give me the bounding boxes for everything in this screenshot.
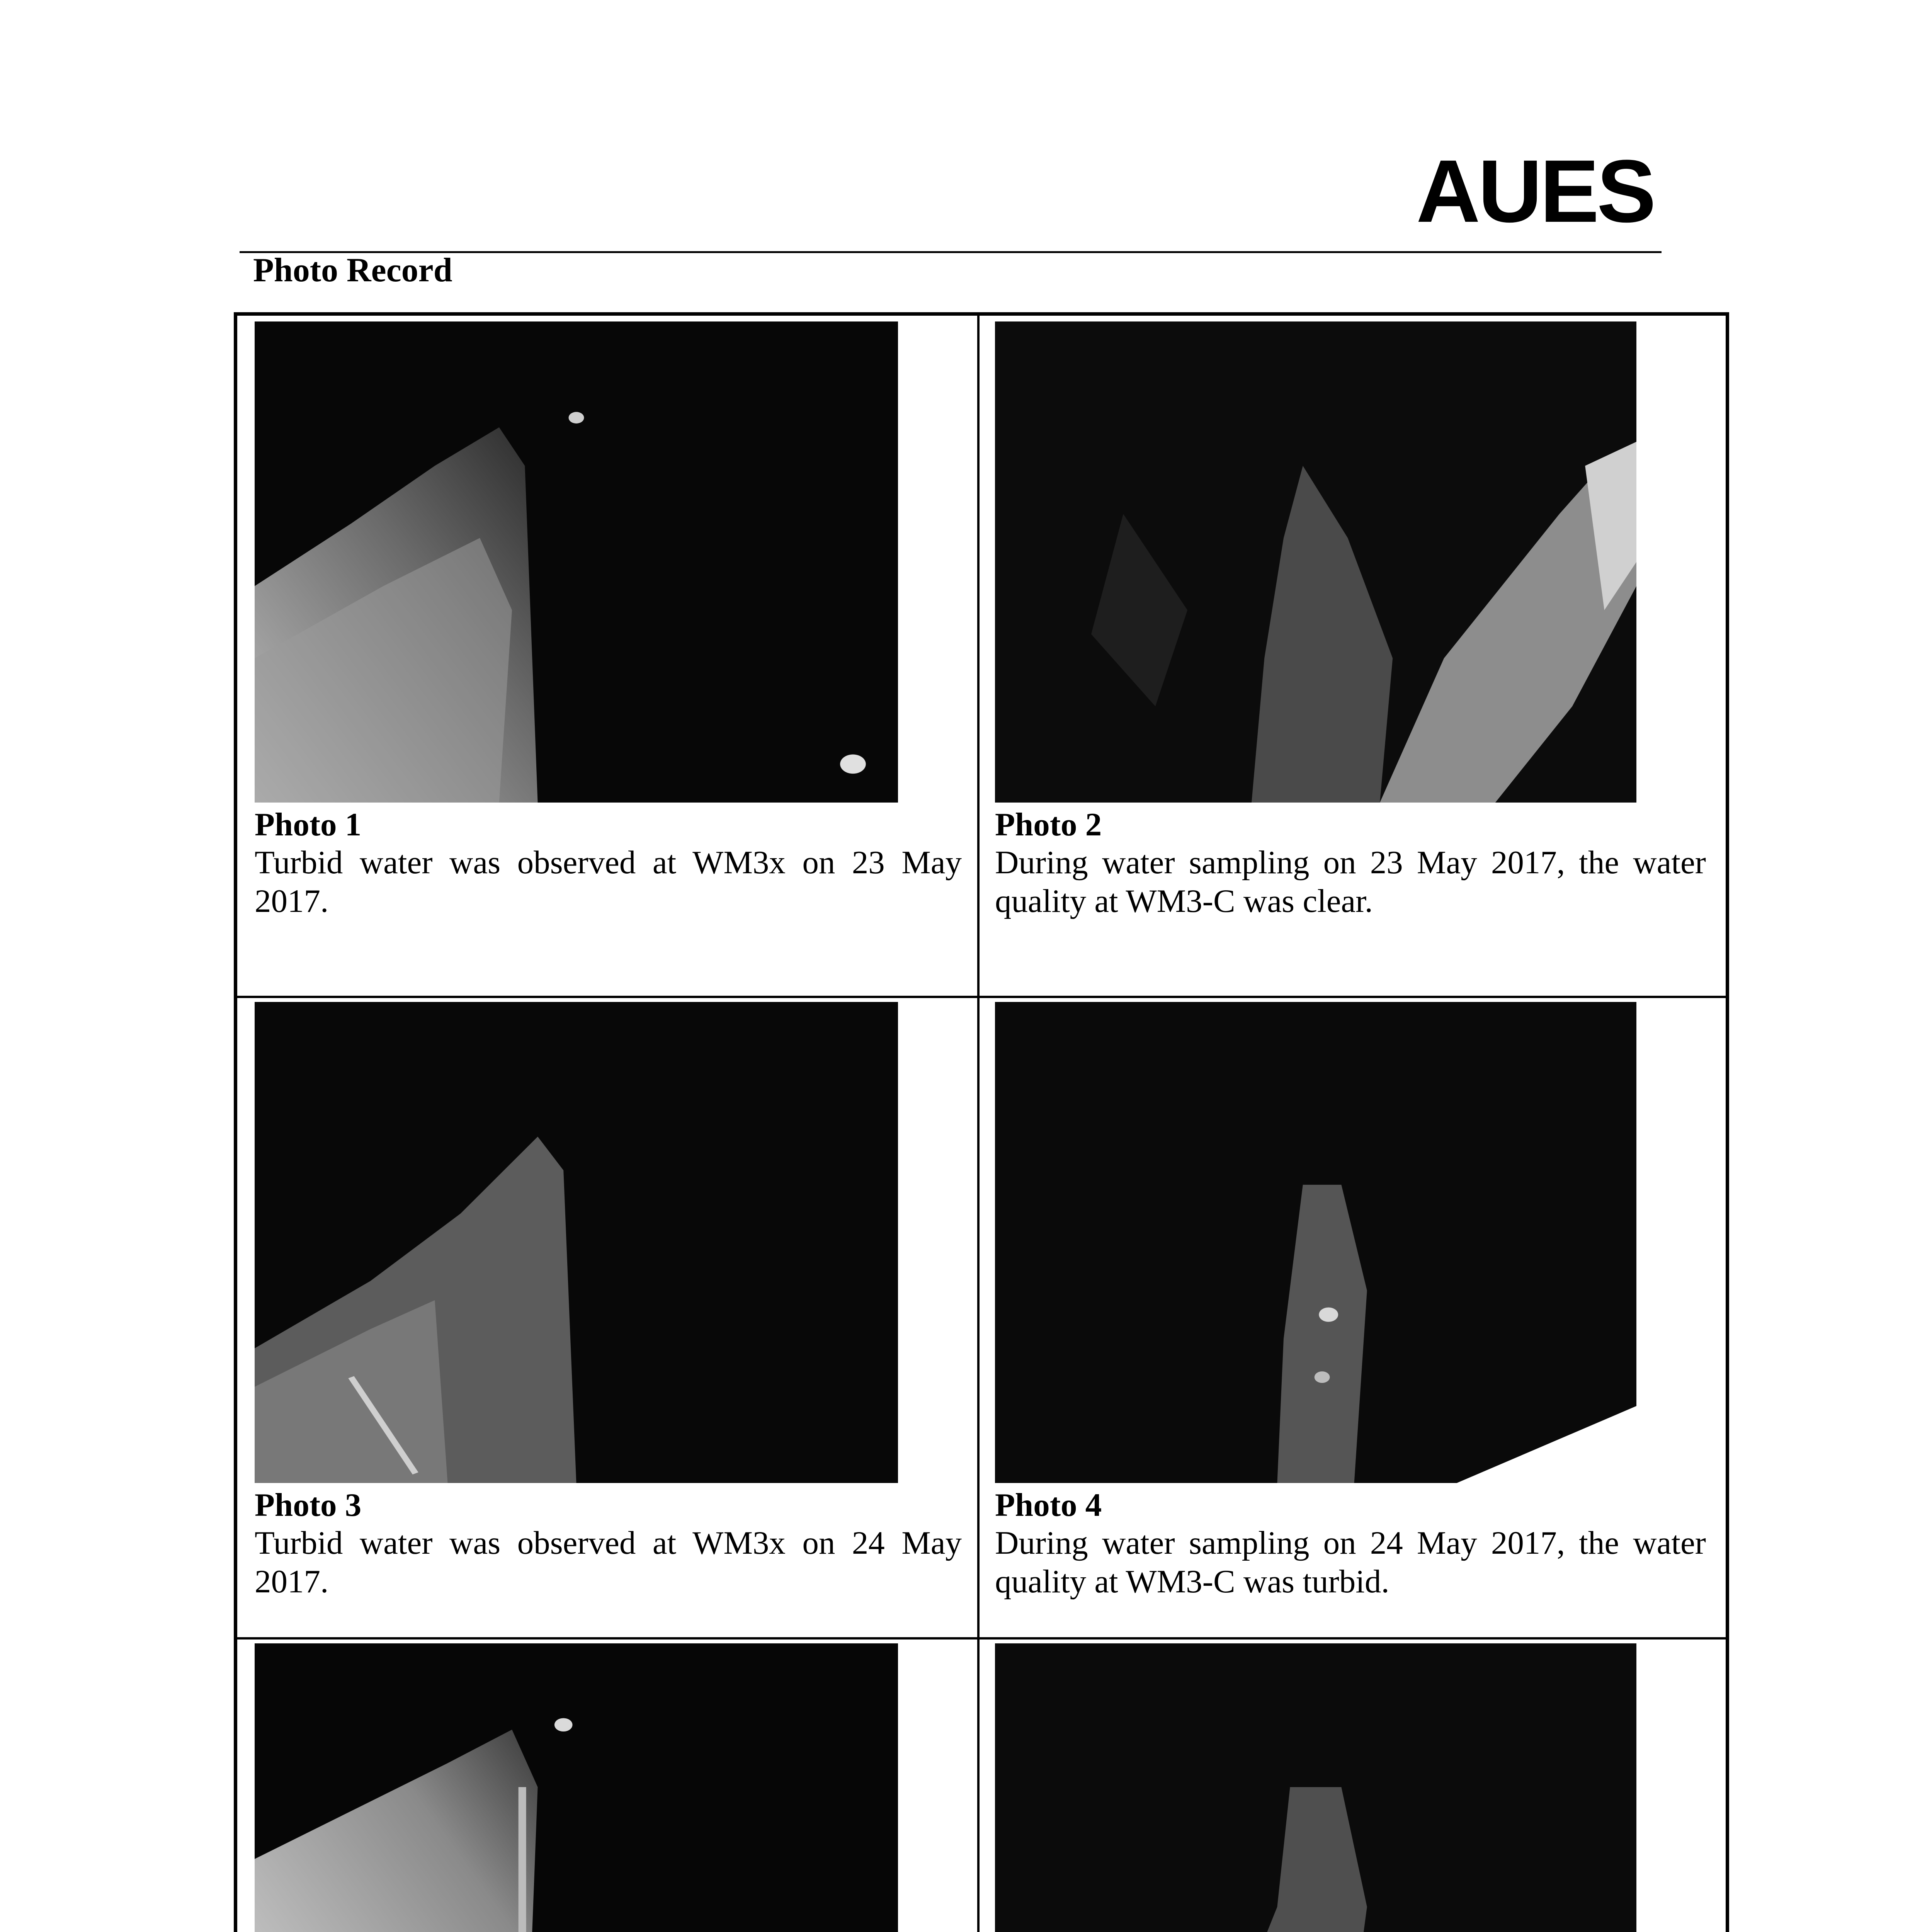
photo-cell-2 xyxy=(980,316,1714,996)
photo-4-image xyxy=(995,1002,1636,1483)
company-logo: AUES xyxy=(1416,141,1654,241)
photo-2-label: Photo 2 xyxy=(995,806,1102,843)
photo-3-label: Photo 3 xyxy=(255,1487,362,1523)
page-title: Photo Record xyxy=(253,252,452,289)
photo-6-image xyxy=(995,1643,1636,1932)
photo-1-caption: Turbid water was observed at WM3x on 23 May 2017. xyxy=(255,844,962,919)
header-rule xyxy=(240,251,1662,253)
photo-4-caption: During water sampling on 24 May 2017, the water quality at WM3-C was turbid. xyxy=(995,1525,1706,1600)
photo-cell-4 xyxy=(980,998,1714,1637)
photo-3-image xyxy=(255,1002,898,1483)
photo-table xyxy=(234,312,1729,1932)
photo-1-image xyxy=(255,321,898,803)
photo-2-image xyxy=(995,321,1636,803)
photo-cell-1 xyxy=(237,316,971,996)
photo-5-image xyxy=(255,1643,898,1932)
photo-cell-6 xyxy=(980,1639,1714,1932)
photo-1-label: Photo 1 xyxy=(255,806,362,843)
photo-3-caption: Turbid water was observed at WM3x on 24 May 2017. xyxy=(255,1525,962,1600)
photo-cell-5 xyxy=(237,1639,971,1932)
photo-4-label: Photo 4 xyxy=(995,1487,1102,1523)
photo-2-caption: During water sampling on 23 May 2017, the water quality at WM3-C was clear. xyxy=(995,844,1706,919)
photo-cell-3 xyxy=(237,998,971,1637)
